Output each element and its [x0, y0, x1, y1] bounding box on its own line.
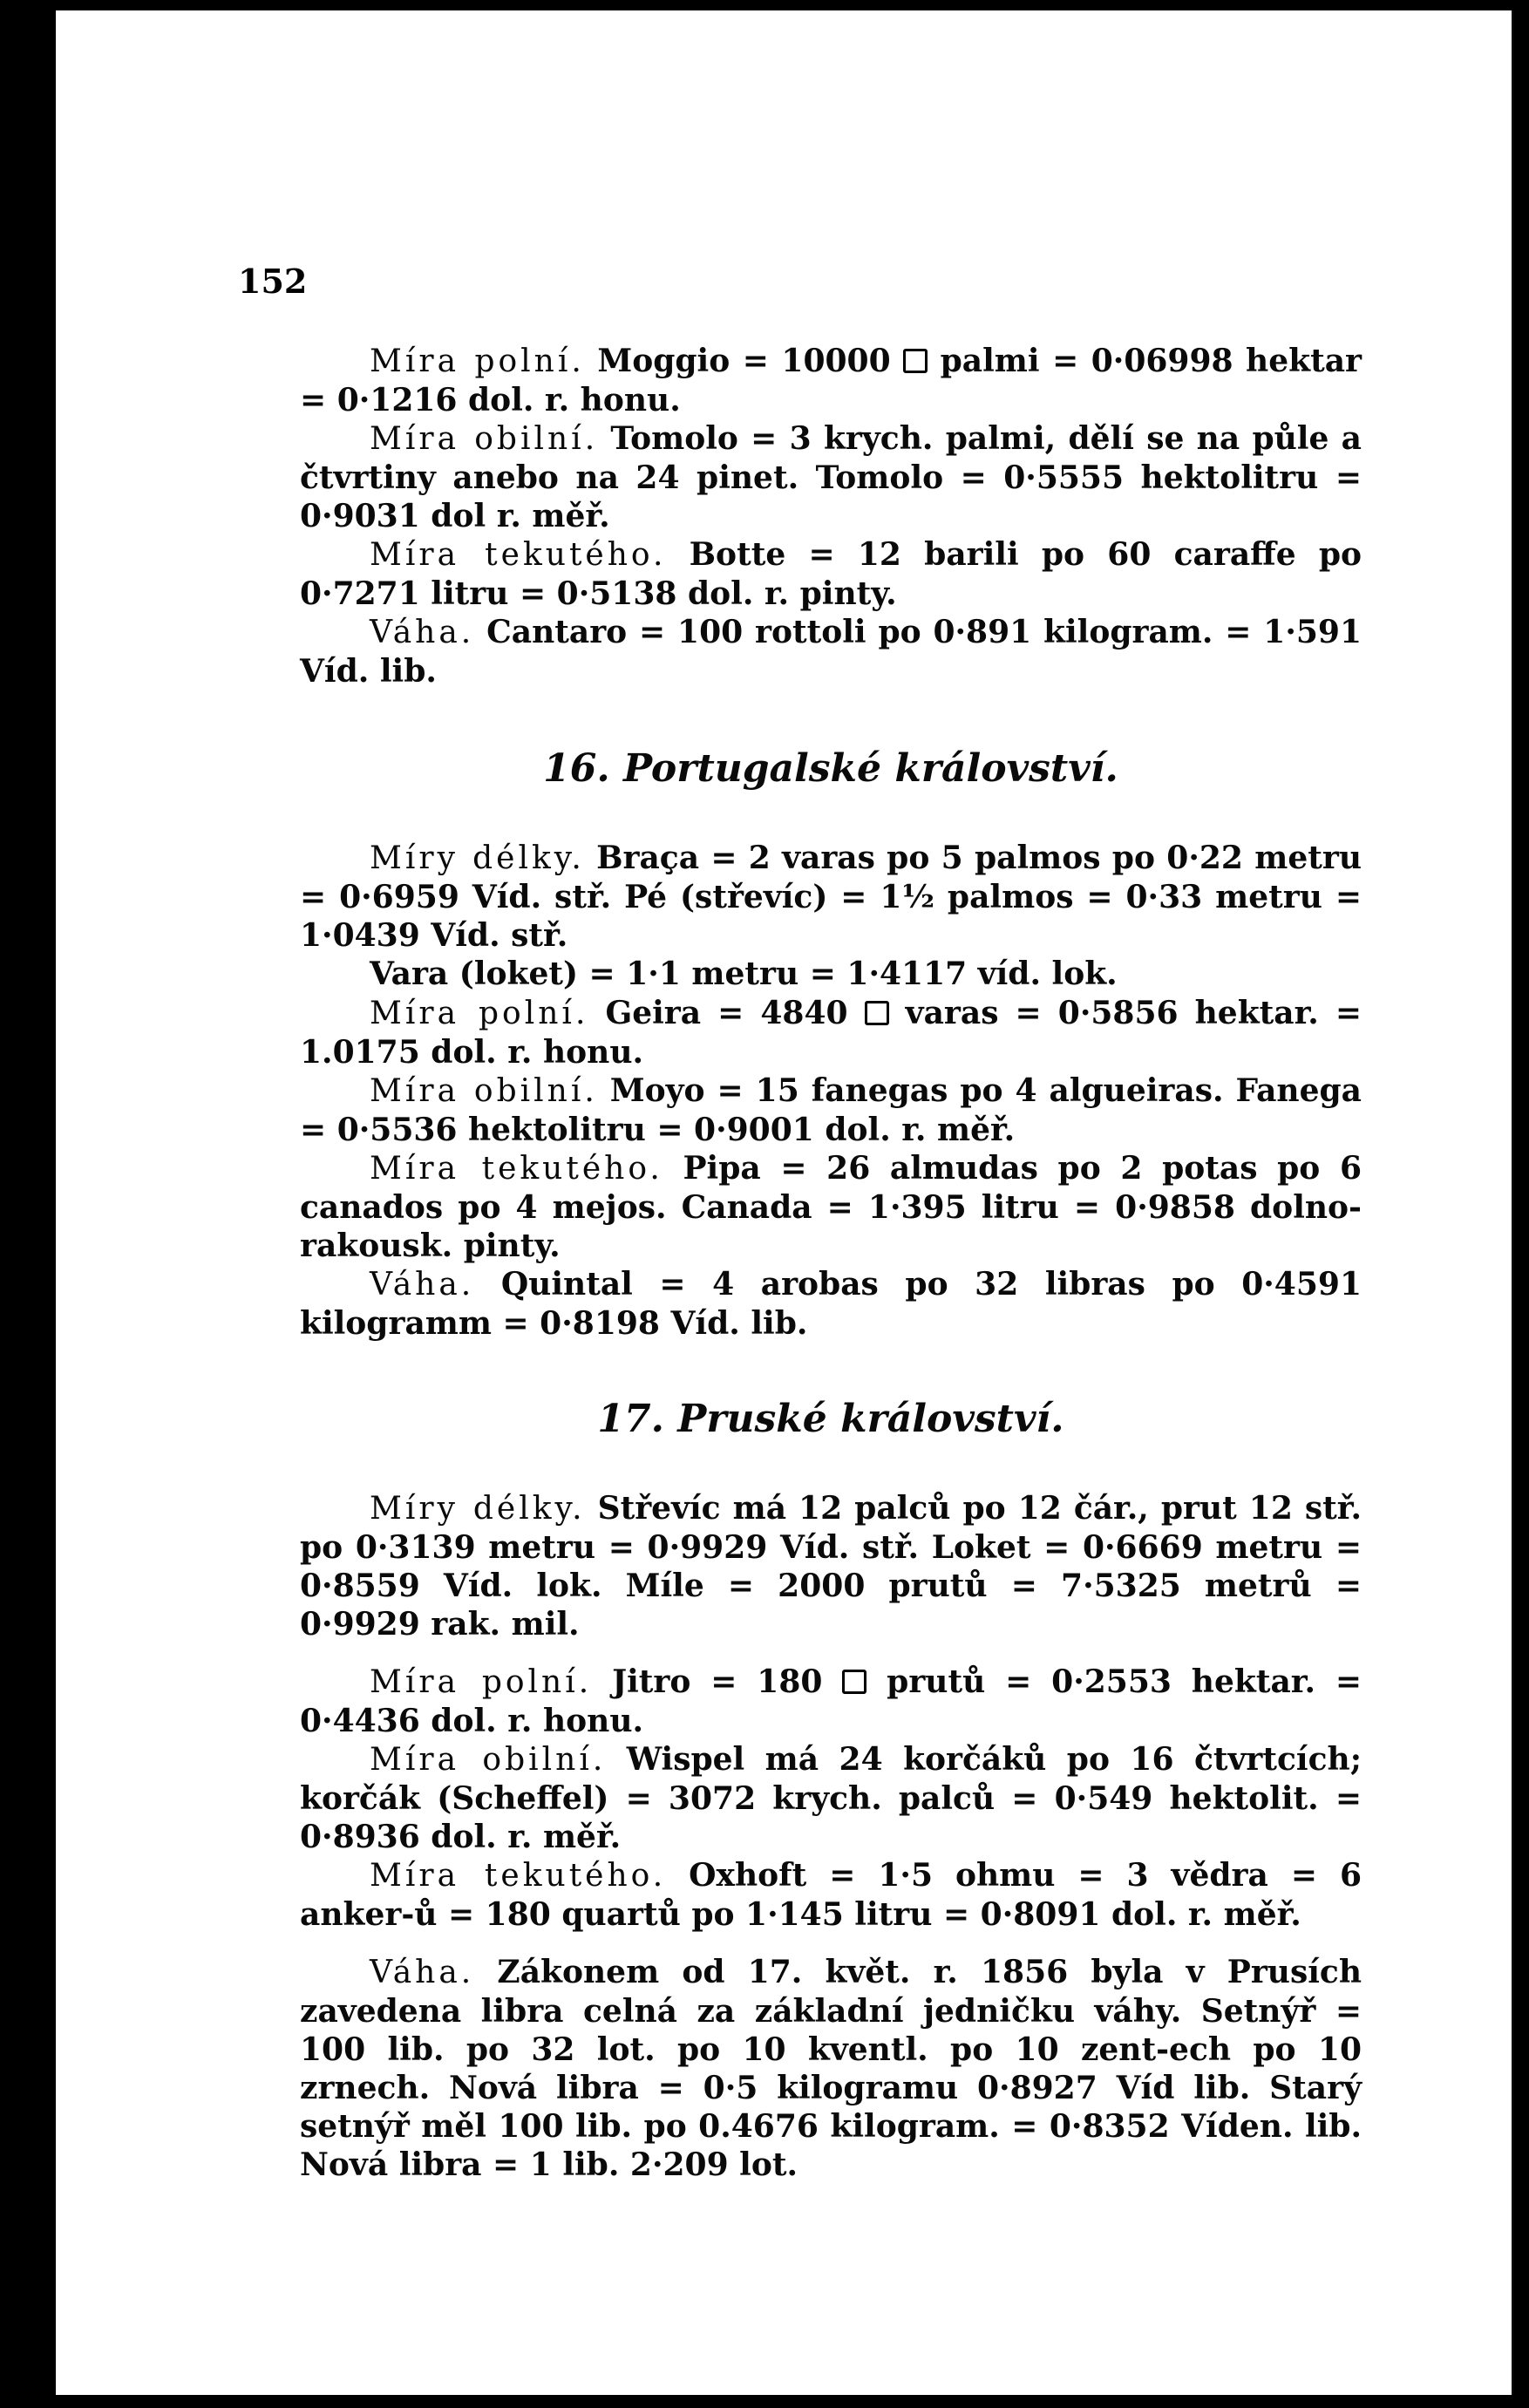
- paragraph: Váha. Quintal = 4 arobas po 32 libras po 0·4591 kilogramm = 0·8198 Víd. lib.: [300, 1266, 1362, 1342]
- paragraph-lead: Míry délky.: [370, 840, 585, 876]
- section-heading: 17. Pruské království.: [597, 1397, 1064, 1441]
- paragraph-lead: Míra obilní.: [370, 421, 599, 457]
- paragraph: Míra tekutého. Botte = 12 barili po 60 caraffe po 0·7271 litru = 0·5138 dol. r. pinty.: [300, 536, 1363, 612]
- square-symbol: [842, 1670, 866, 1694]
- paragraph: Míra tekutého. Pipa = 26 almudas po 2 potas po 6 canados po 4 mejos. Canada = 1·395 litru = 0·9858 dolno-rakousk. pinty.: [300, 1150, 1362, 1264]
- paragraph-lead: Míra tekutého.: [370, 1858, 667, 1894]
- paragraph: Míra polní. Moggio = 10000 palmi = 0·06998 hektar = 0·1216 dol. r. honu.: [300, 343, 1363, 418]
- page-text: [300, 342, 1362, 2184]
- paragraph-lead: Míry délky.: [370, 1491, 586, 1527]
- paragraph: Váha. Cantaro = 100 rottoli po 0·891 kilogram. = 1·591 Víd. lib.: [300, 614, 1362, 690]
- paragraph-lead: Váha.: [370, 1267, 475, 1303]
- paragraph-lead: Míra obilní.: [370, 1742, 607, 1778]
- square-symbol: [903, 349, 928, 373]
- paragraph: Míra obilní. Moyo = 15 fanegas po 4 algueiras. Fanega = 0·5536 hektolitru = 0·9001 dol. r. měř.: [300, 1072, 1362, 1148]
- page-number: 152: [238, 262, 308, 301]
- paragraph-lead: Váha.: [370, 615, 475, 650]
- paragraph-lead: Míra tekutého.: [370, 537, 667, 573]
- section-heading: 16. Portugalské království.: [543, 746, 1118, 791]
- paragraph: Míra polní. Geira = 4840 varas = 0·5856 hektar. = 1.0175 dol. r. honu.: [300, 995, 1363, 1071]
- paragraph-lead: Míra tekutého.: [370, 1151, 663, 1187]
- paragraph-lead: Míra obilní.: [370, 1073, 598, 1109]
- paragraph: Míra polní. Jitro = 180 prutů = 0·2553 hektar. = 0·4436 dol. r. honu.: [300, 1663, 1363, 1739]
- paragraph: Míry délky. Braça = 2 varas po 5 palmos po 0·22 metru = 0·6959 Víd. stř. Pé (střevíc) = 1½ palmos = 0·33 metru = 1·0439 Víd. stř.: [300, 840, 1362, 954]
- paragraph-lead: Váha.: [370, 1955, 475, 1990]
- paragraph: Míra obilní. Tomolo = 3 krych. palmi, dělí se na půle a čtvrtiny anebo na 24 pinet. Tomolo = 0·5555 hektolitru = 0·9031 dol r. měř.: [300, 420, 1362, 534]
- book-page: [56, 10, 1513, 2395]
- paragraph: Míry délky. Střevíc má 12 palců po 12 čár., prut 12 stř. po 0·3139 metru = 0·9929 Víd. stř. Loket = 0·6669 metru = 0·8559 Víd. lok. Míle = 2000 prutů = 7·5325 metrů = 0·9929 rak. mil.: [300, 1490, 1363, 1643]
- paragraph: Míra tekutého. Oxhoft = 1·5 ohmu = 3 vědra = 6 anker-ů = 180 quartů po 1·145 litru = 0·8091 dol. r. měř.: [300, 1857, 1363, 1933]
- paragraph: Míra obilní. Wispel má 24 korčáků po 16 čtvrtcích; korčák (Scheffel) = 3072 krych. palců = 0·549 hektolit. = 0·8936 dol. r. měř.: [300, 1741, 1362, 1855]
- square-symbol: [865, 1001, 889, 1025]
- paragraph: Váha. Zákonem od 17. květ. r. 1856 byla v Prusích zavedena libra celná za základní jedničku váhy. Setnýř = 100 lib. po 32 lot. po 10 kventl. po 10 zent-ech po 10 zrnech. Nová libra = 0·5 kilogramu 0·8927 Víd lib. Starý setnýř měl 100 lib. po 0.4676 kilogram. = 0·8352 Víden. lib. Nová libra = 1 lib. 2·209 lot.: [300, 1954, 1362, 2183]
- paragraph-lead: Míra polní.: [370, 1664, 593, 1700]
- paragraph: Vara (loket) = 1·1 metru = 1·4117 víd. lok.: [370, 956, 1118, 992]
- paragraph-lead: Míra polní.: [370, 996, 589, 1031]
- paragraph-lead: Míra polní.: [370, 344, 585, 379]
